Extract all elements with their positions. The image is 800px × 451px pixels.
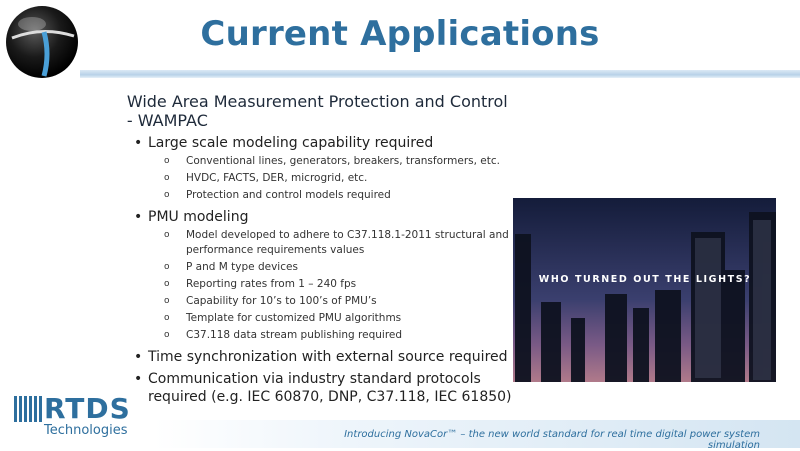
- bullet-text: Communication via industry standard protocols required (e.g. IEC 60870, DNP, C37.118, IEC 61850): [148, 371, 512, 405]
- rtds-logo-text: RTDS: [44, 392, 131, 425]
- sub-bullet-list: [148, 228, 512, 343]
- bullet-item: • Time synchronization with external source required: [134, 349, 508, 365]
- title-underline-bar: [80, 70, 800, 78]
- bullet-item: • Communication via industry standard protocols required (e.g. IEC 60870, DNP, C37.118, IEC 61850): [134, 371, 512, 405]
- slide-content: [112, 92, 512, 406]
- sub-bullet-text: Protection and control models required: [186, 189, 391, 201]
- sub-bullet-item: o Reporting rates from 1 – 240 fps: [164, 278, 357, 290]
- sub-bullet-text: Conventional lines, generators, breakers, transformers, etc.: [186, 155, 500, 167]
- sub-bullet-item: o HVDC, FACTS, DER, microgrid, etc.: [164, 172, 368, 184]
- bullet-item: • PMU modeling o Model developed to adhere to C37.118.1-2011 structural and performance requirements values o P and M type devices o Reporting rates from 1 – 240 fps o Capability for 10’s to 100’s of PMU’s o Template for customized PMU algorithms o C37.118 data stream publishing required: [134, 208, 512, 343]
- sub-bullet-text: Capability for 10’s to 100’s of PMU’s: [186, 295, 377, 307]
- sub-bullet-text: Model developed to adhere to C37.118.1-2011 structural and performance requirements values: [186, 229, 509, 256]
- sub-bullet-text: P and M type devices: [186, 261, 298, 273]
- rtds-logo-subtext: Technologies: [44, 423, 128, 438]
- bullet-list: [112, 134, 512, 406]
- sub-bullet-list: [148, 154, 512, 203]
- sub-bullet-item: o Template for customized PMU algorithms: [164, 312, 402, 324]
- sub-bullet-item: o Protection and control models required: [164, 189, 391, 201]
- sub-bullet-text: Template for customized PMU algorithms: [186, 312, 402, 324]
- sub-bullet-item: o Conventional lines, generators, breakers, transformers, etc.: [164, 155, 500, 167]
- slide-title: Current Applications: [200, 14, 600, 54]
- bullet-text: PMU modeling: [148, 209, 249, 225]
- sub-bullet-text: Reporting rates from 1 – 240 fps: [186, 278, 357, 290]
- bullet-text: Time synchronization with external source required: [148, 349, 508, 365]
- sub-bullet-text: C37.118 data stream publishing required: [186, 329, 403, 341]
- sub-bullet-item: o Model developed to adhere to C37.118.1-2011 structural and performance requirements values: [164, 229, 509, 256]
- heading-line: [112, 92, 512, 130]
- heading-text: Wide Area Measurement Protection and Control - WAMPAC: [126, 92, 508, 130]
- rtds-logo: [14, 394, 154, 440]
- photo-caption: WHO TURNED OUT THE LIGHTS?: [538, 274, 752, 285]
- bullet-text: Large scale modeling capability required: [148, 135, 434, 151]
- sub-bullet-item: o Capability for 10’s to 100’s of PMU’s: [164, 295, 377, 307]
- sub-bullet-item: o C37.118 data stream publishing required: [164, 329, 403, 341]
- footer-tagline: Introducing NovaCor™ – the new world standard for real time digital power system simulation: [344, 429, 760, 451]
- city-skyline-photo: [513, 198, 776, 382]
- bullet-item: • Large scale modeling capability required o Conventional lines, generators, breakers, transformers, etc. o HVDC, FACTS, DER, microgrid, etc. o Protection and control models required: [134, 134, 512, 203]
- sub-bullet-item: o P and M type devices: [164, 261, 298, 273]
- sub-bullet-text: HVDC, FACTS, DER, microgrid, etc.: [186, 172, 368, 184]
